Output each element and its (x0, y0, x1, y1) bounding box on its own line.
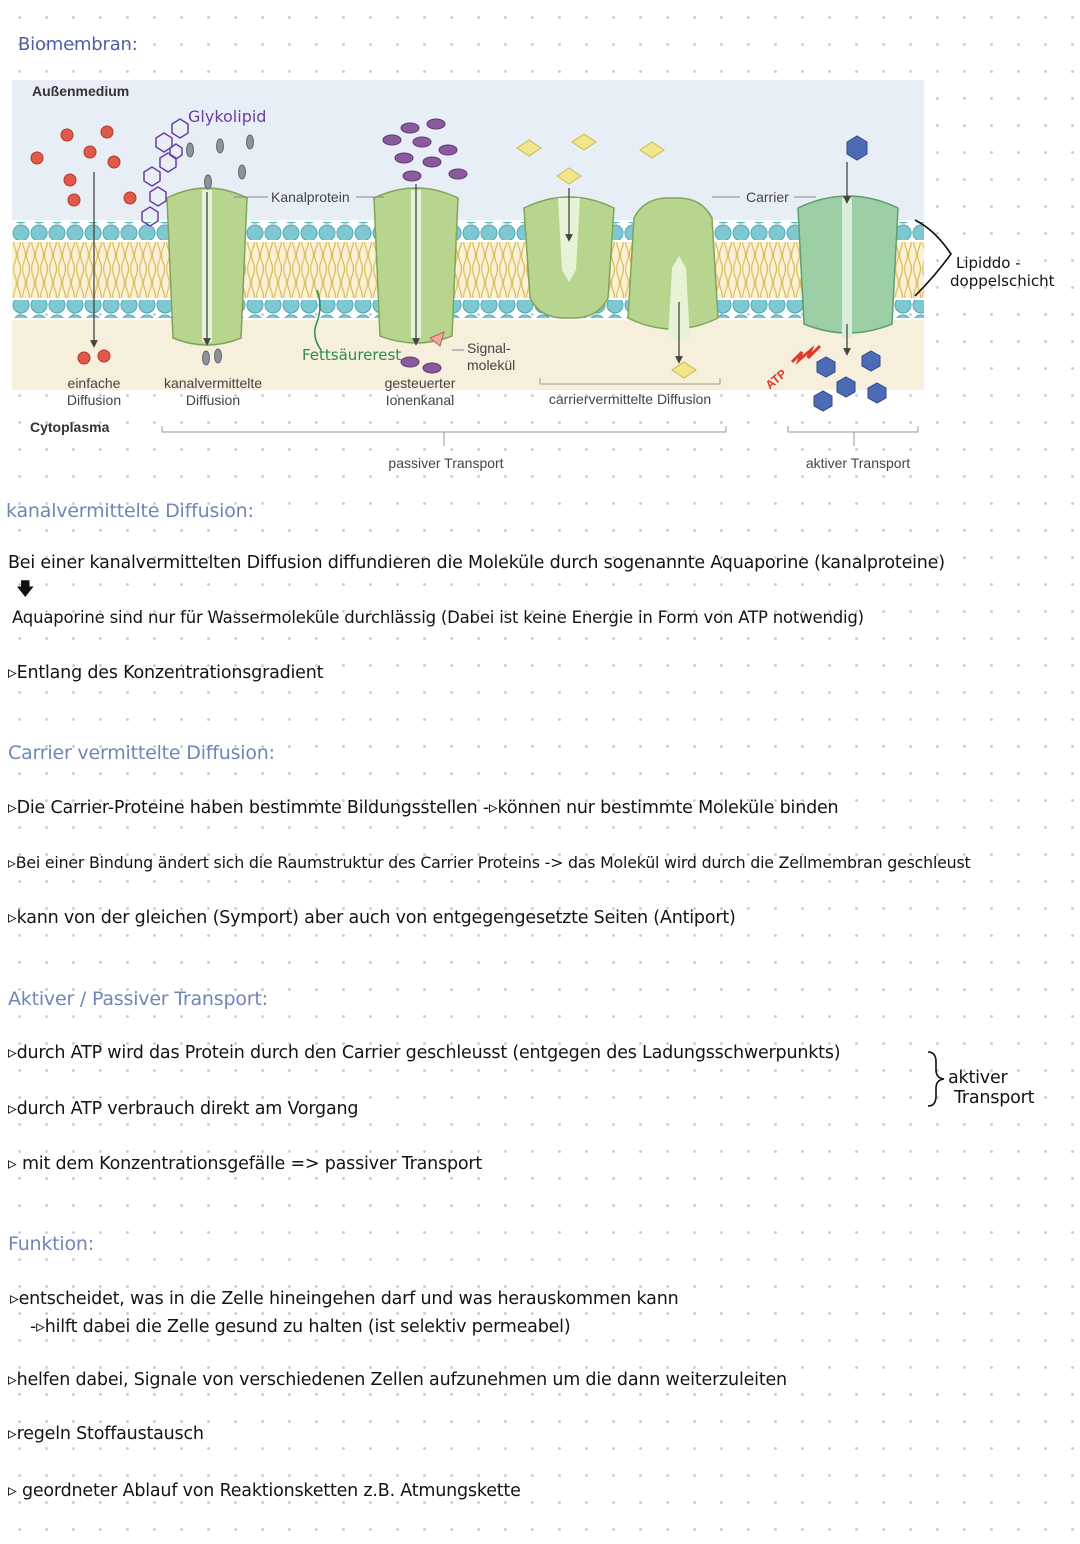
fatty-acid-label: Fettsäurerest (302, 346, 402, 364)
signal-label-2: molekül (467, 357, 516, 373)
section-heading-funktion: Funktion: (8, 1233, 94, 1255)
carrier-line-1: ▹Die Carrier-Proteine haben bestimmte Bildungsstellen -▹können nur bestimmte Moleküle binden (8, 798, 839, 818)
funktion-line-3: ▹regeln Stoffaustausch (8, 1424, 204, 1444)
channel-diffusion-label-1: kanalvermittelte (163, 375, 263, 391)
funktion-line-4: ▹ geordneter Ablauf von Reaktionsketten z.B. Atmungskette (8, 1481, 521, 1501)
down-arrow-icon: 🡇 (16, 579, 35, 600)
gated-channel-label-1: gesteuerter (384, 375, 456, 391)
funktion-line-1: ▹entscheidet, was in die Zelle hineingehen darf und was herauskommen kann (10, 1289, 679, 1309)
section-heading-transport: Aktiver / Passiver Transport: (8, 988, 268, 1010)
kanal-line-3: ▹Entlang des Konzentrationsgradient (8, 663, 324, 683)
funktion-line-1b: -▹hilft dabei die Zelle gesund zu halten (ist selektiv permeabel) (30, 1317, 571, 1337)
lipid-bilayer-label-2: doppelschicht (950, 272, 1055, 290)
carrier-label: Carrier (746, 189, 789, 205)
channel-diffusion-label-2: Diffusion (185, 392, 241, 408)
transport-line-2: ▹durch ATP verbrauch direkt am Vorgang (8, 1099, 359, 1119)
inner-lipid-heads (12, 300, 924, 318)
glycolipid-label: Glykolipid (188, 107, 267, 126)
simple-diffusion-label-1: einfache (67, 375, 121, 391)
kanal-line-1: Bei einer kanalvermittelten Diffusion diffundieren die Moleküle durch sogenannte Aquaporine (kanalproteine) (8, 553, 945, 573)
carrier-diffusion-label: carriervermittelte Diffusion (548, 391, 712, 407)
transport-line-1: ▹durch ATP wird das Protein durch den Carrier geschleusst (entgegen des Ladungsschwerpunkts) (8, 1043, 841, 1063)
carrier-line-3: ▹kann von der gleichen (Symport) aber auch von entgegengesetzte Seiten (Antiport) (8, 908, 736, 928)
section-heading-kanal: kanalvermittelte Diffusion: (6, 500, 254, 522)
outside-label: Außenmedium (32, 83, 130, 99)
atp-label: ATP (762, 366, 790, 393)
passive-transport-label: passiver Transport (388, 455, 504, 471)
curly-brace-icon (926, 1050, 946, 1108)
active-transport-label: aktiver Transport (805, 455, 911, 471)
channel-protein-label: Kanalprotein (271, 189, 350, 205)
biomembrane-figure (12, 80, 1055, 480)
transport-line-3: ▹ mit dem Konzentrationsgefälle => passiver Transport (8, 1154, 483, 1174)
carrier-protein-open-in (628, 198, 718, 340)
kanal-line-2: Aquaporine sind nur für Wassermoleküle durchlässig (Dabei ist keine Energie in Form von ATP notwendig) (12, 608, 864, 627)
carrier-line-2: ▹Bei einer Bindung ändert sich die Raumstruktur des Carrier Proteins -> das Molekül wird durch die Zellmembran geschleust (8, 853, 971, 872)
section-heading-carrier: Carrier vermittelte Diffusion: (8, 742, 275, 764)
brace-label-1: aktiver (948, 1068, 1008, 1088)
funktion-line-2: ▹helfen dabei, Signale von verschiedenen Zellen aufzunehmen um die dann weiterzuleiten (8, 1370, 787, 1390)
inside-label: Cytoplasma (30, 419, 110, 435)
signal-label-1: Signal- (467, 340, 511, 356)
page-title: Biomembran: (18, 34, 138, 55)
lipid-bilayer-label-1: Lipiddo - (956, 254, 1021, 272)
brace-label-2: Transport (954, 1088, 1035, 1108)
fatty-acid-tails (12, 242, 924, 298)
active-pump (798, 196, 898, 338)
simple-diffusion-label-2: Diffusion (66, 392, 122, 408)
gated-channel-label-2: Ionenkanal (385, 392, 455, 408)
